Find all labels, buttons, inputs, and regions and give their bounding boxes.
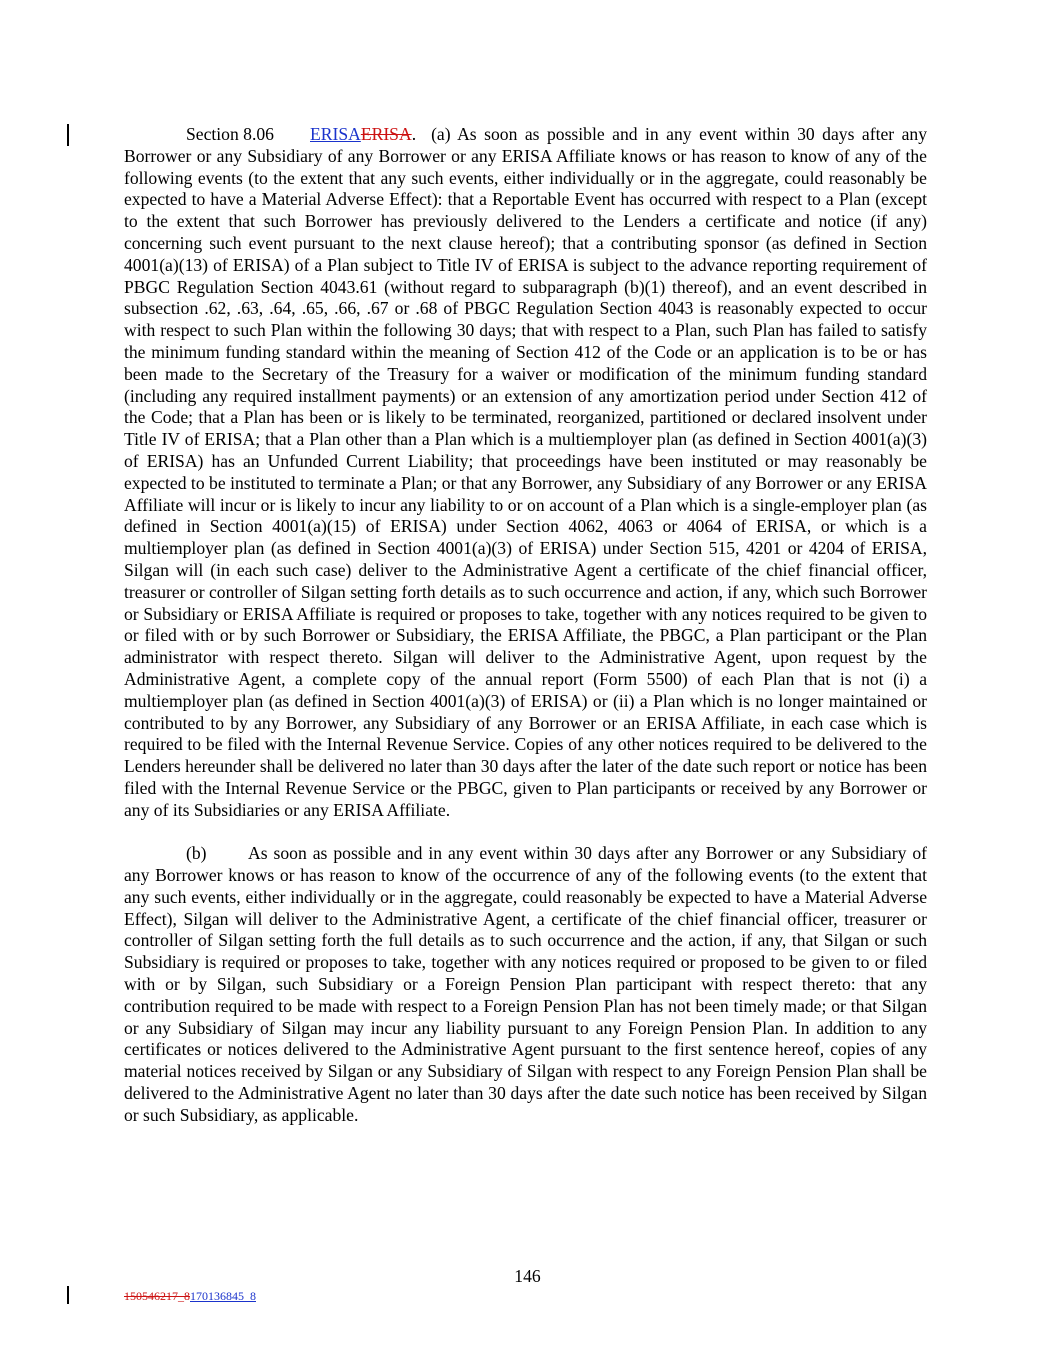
- section-8-06-paragraph-b: [124, 843, 927, 1126]
- section-title-period: .: [411, 124, 417, 144]
- paragraph-a-text: (a) As soon as possible and in any event within 30 days after any Borrower or any Subsidiary of any Borrower or any ERISA Affiliate knows or has reason to know of any of the following events (to the extent that any such events, either individually or in the aggregate, could reasonably be expected to have a Material Adverse Effect): that a Reportable Event has occurred with respect to a Plan (except to the extent that such Borrower has previously delivered to the Lenders a certificate and notice (if any) concerning such event pursuant to the next clause hereof); that a contributing sponsor (as defined in Section 4001(a)(13) of ERISA) of a Plan subject to Title IV of ERISA is subject to the advance reporting requirement of PBGC Regulation Section 4043.61 (without regard to subparagraph (b)(1) thereof), and an event described in subsection .62, .63, .64, .65, .66, .67 or .68 of PBGC Regulation Section 4043 is reasonably expected to occur with respect to such Plan within the following 30 days; that with respect to a Plan, such Plan has failed to satisfy the minimum funding standard within the meaning of Section 412 of the Code or an application is to be or has been made to the Secretary of the Treasury for a waiver or modification of the minimum funding standard (including any required installment payments) or an extension of any amortization period under Section 412 of the Code; that a Plan has been or is likely to be terminated, reorganized, partitioned or declared insolvent under Title IV of ERISA; that a Plan other than a Plan which is a multiemployer plan (as defined in Section 4001(a)(3) of ERISA) has an Unfunded Current Liability; that proceedings have been instituted or may reasonably be expected to be instituted to terminate a Plan; or that any Borrower, any Subsidiary of any Borrower or any ERISA Affiliate will incur or is likely to incur any liability to or on account of a Plan which is a single-employer plan (as defined in Section 4001(a)(15) of ERISA) under Section 4062, 4063 or 4064 of ERISA, or which is a multiemployer plan (as defined in Section 4001(a)(3) of ERISA) under Section 515, 4201 or 4204 of ERISA, Silgan will (in each such case) deliver to the Administrative Agent a certificate of the chief financial officer, treasurer or controller of Silgan setting forth details as to such occurrence and action, if any, which such Borrower or Subsidiary or ERISA Affiliate is required or proposes to take, together with any notices required to be given to or filed with or by such Borrower or Subsidiary, the ERISA Affiliate, the PBGC, a Plan participant or the Plan administrator with respect thereto. Silgan will deliver to the Administrative Agent, upon request by the Administrative Agent, a complete copy of the annual report (Form 5500) of each Plan that is not (i) a multiemployer plan (as defined in Section 4001(a)(3) of ERISA) or (ii) a Plan which is no longer maintained or contributed to by any Borrower, any Subsidiary of any Borrower or an ERISA Affiliate, in each case which is required to be filed with the Internal Revenue Service. Copies of any other notices required to be delivered to the Lenders hereunder shall be delivered no later than 30 days after the later of the date such report or notice has been filed with the Internal Revenue Service or the PBGC, given to Plan participants or received by any Borrower or any of its Subsidiaries or any ERISA Affiliate.: [124, 124, 928, 820]
- document-page: [124, 124, 927, 1127]
- section-title-inserted: ERISA: [310, 124, 361, 144]
- paragraph-b-label: (b): [186, 843, 207, 864]
- section-number: Section 8.06: [186, 124, 274, 144]
- document-id-deleted: 150546217_8: [124, 1289, 190, 1303]
- document-id: [124, 1289, 256, 1304]
- document-id-inserted: 170136845_8: [190, 1289, 256, 1303]
- paragraph-b-text: As soon as possible and in any event within 30 days after any Borrower or any Subsidiary of any Borrower knows or has reason to know of the occurrence of any of the following events (to the extent that any such events, either individually or in the aggregate, could reasonably be expected to have a Material Adverse Effect), Silgan will deliver to the Administrative Agent, a certificate of the chief financial officer, treasurer or controller of Silgan setting forth the full details as to such occurrence and the action, if any, that Silgan or such Subsidiary is required or proposes to take, together with any notices required or proposed to be given to or filed with or by Silgan, such Subsidiary or a Foreign Pension Plan participant with respect thereto: that any contribution required to be made with respect to a Foreign Pension Plan has not been timely made; or that Silgan or any Subsidiary of Silgan may incur any liability pursuant to any Foreign Pension Plan. In addition to any certificates or notices delivered to the Administrative Agent pursuant to the first sentence hereof, copies of any material notices received by Silgan or any Subsidiary of Silgan with respect to any Foreign Pension Plan shall be delivered to the Administrative Agent no later than 30 days after the date such notice has been received by Silgan or such Subsidiary, as applicable.: [124, 843, 927, 1125]
- change-bar-top: [67, 124, 69, 146]
- page-number: 146: [514, 1266, 541, 1286]
- change-bar-footer: [67, 1286, 69, 1304]
- section-8-06-paragraph-a: [124, 124, 927, 822]
- section-title-deleted: ERISA: [360, 124, 412, 144]
